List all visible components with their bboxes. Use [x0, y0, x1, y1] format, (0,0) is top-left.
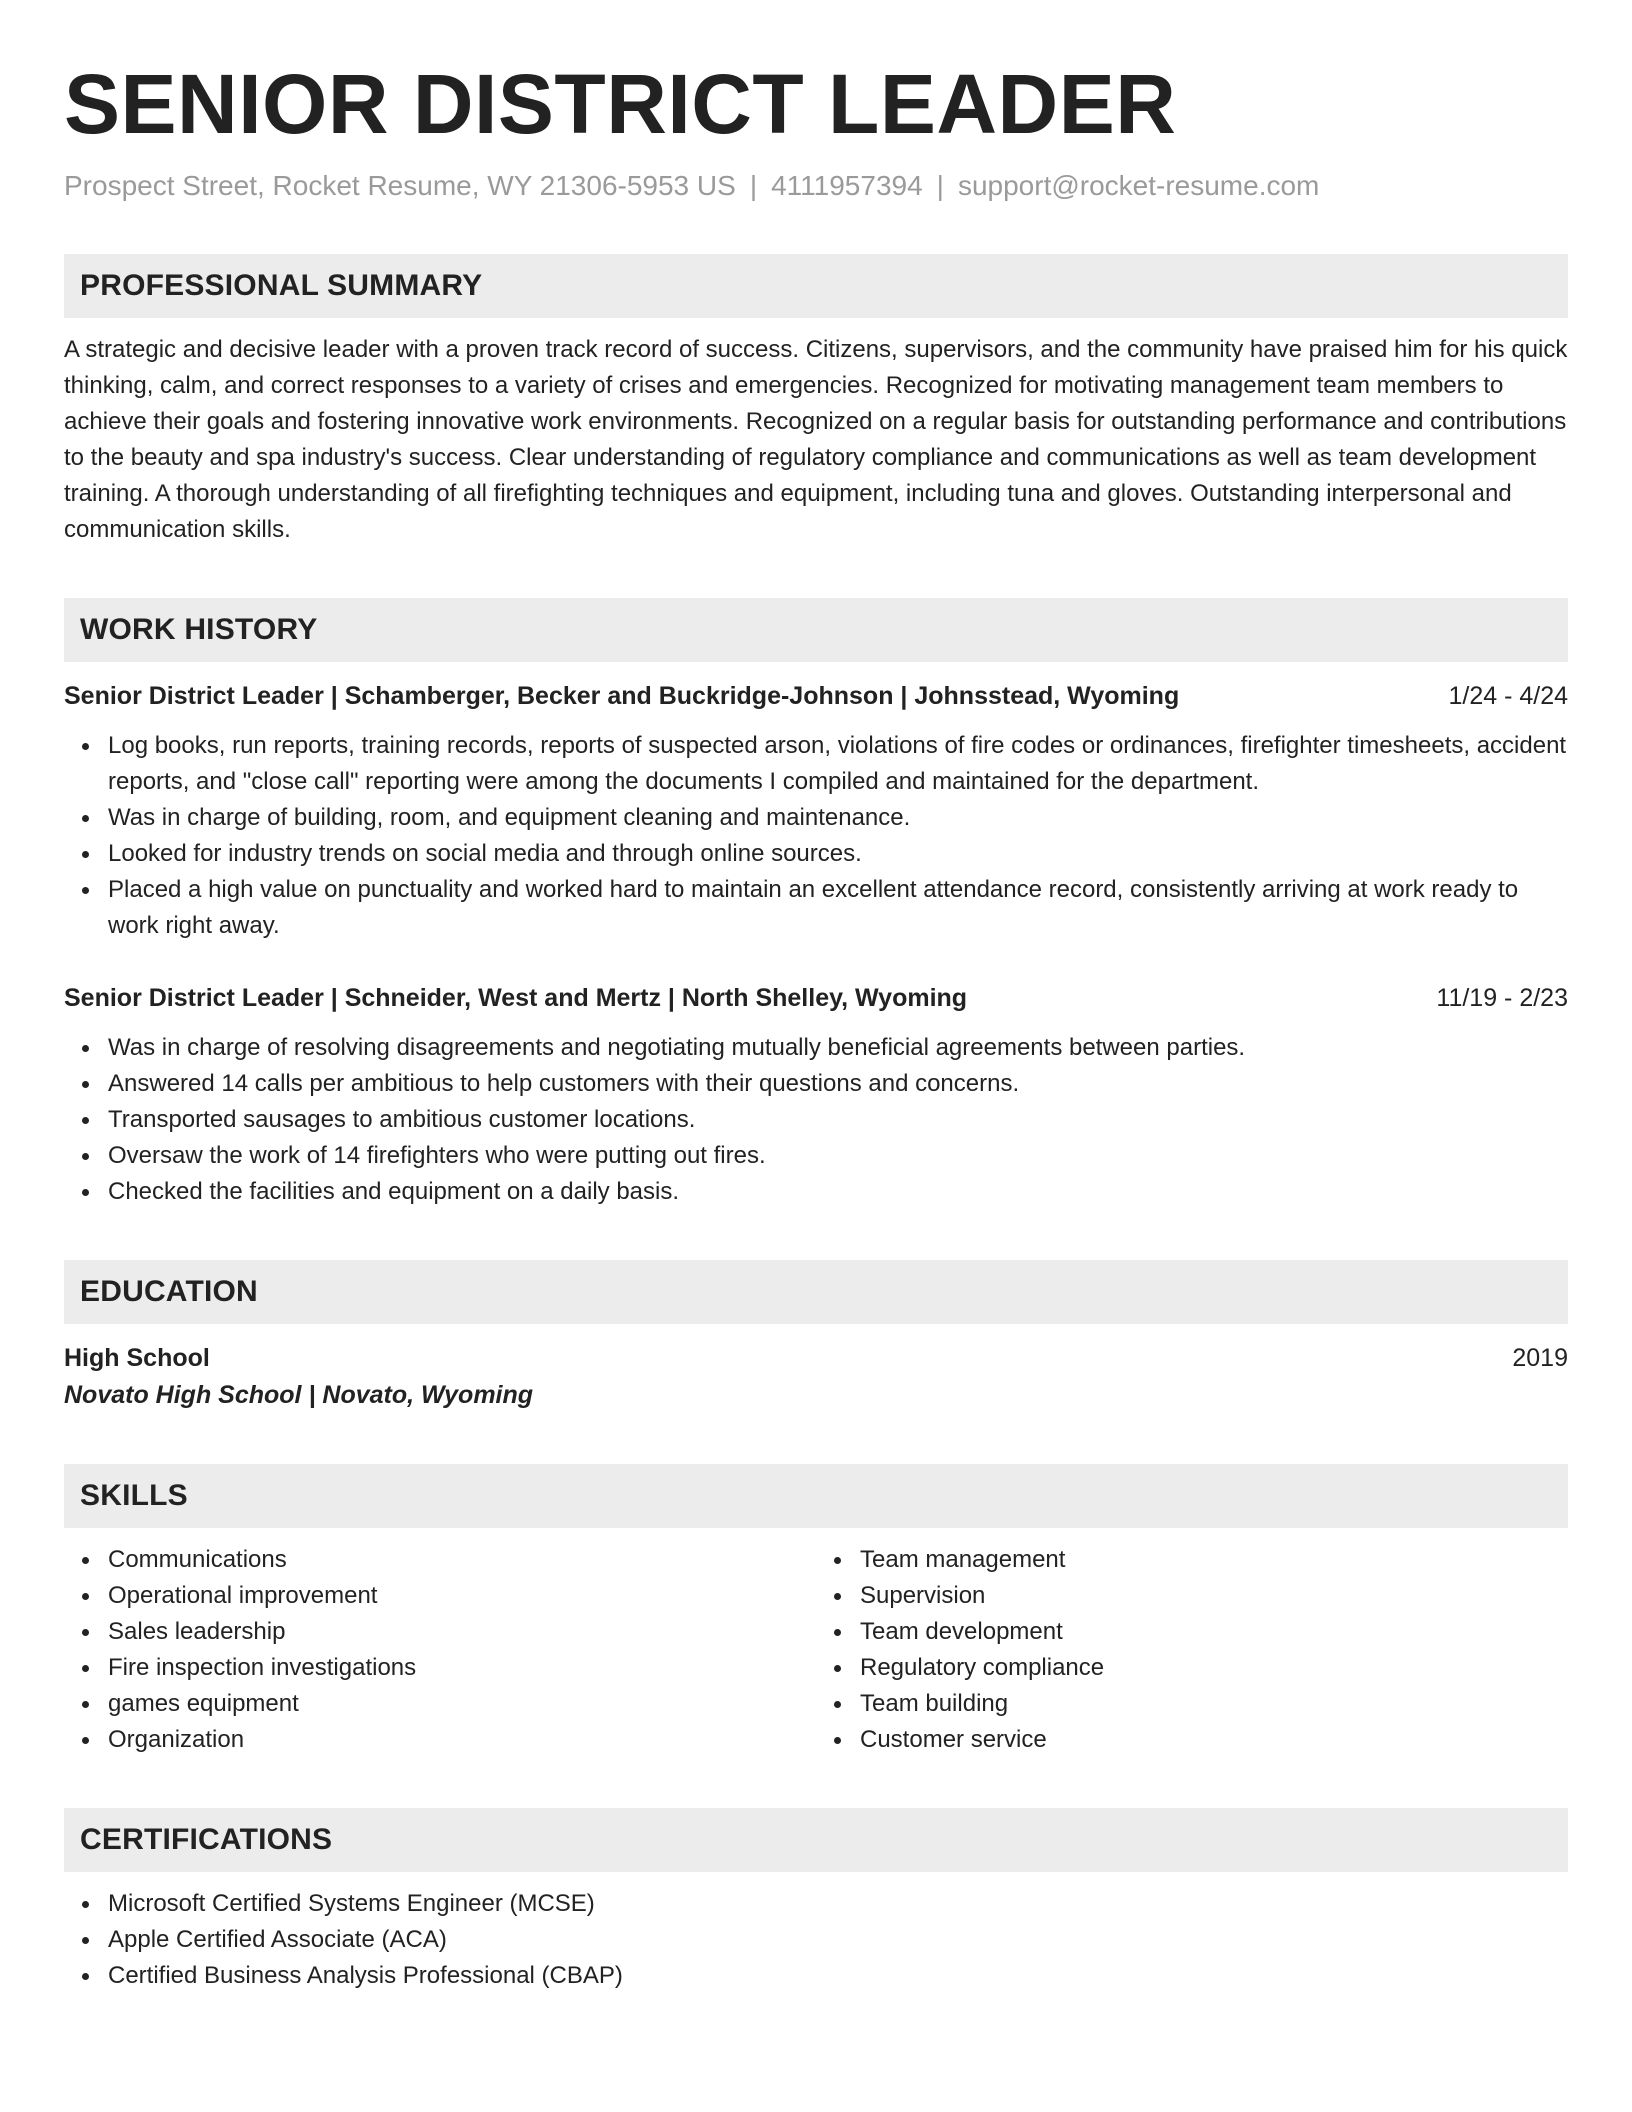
contact-separator: |	[936, 170, 944, 201]
section-header-certifications: CERTIFICATIONS	[64, 1808, 1568, 1872]
skill-item: Communications	[108, 1542, 816, 1578]
skills-list	[816, 1542, 1568, 1758]
job-bullet: Placed a high value on punctuality and worked hard to maintain an excellent attendance record, consistently arriving at work ready to work right away.	[108, 872, 1568, 944]
skill-item: games equipment	[108, 1686, 816, 1722]
certifications-list	[64, 1886, 1568, 1994]
job-bullet: Answered 14 calls per ambitious to help customers with their questions and concerns.	[108, 1066, 1568, 1102]
job-bullet: Oversaw the work of 14 firefighters who were putting out fires.	[108, 1138, 1568, 1174]
job-header	[64, 980, 1568, 1016]
section-header-education: EDUCATION	[64, 1260, 1568, 1324]
job-bullet: Was in charge of resolving disagreements and negotiating mutually beneficial agreements between parties.	[108, 1030, 1568, 1066]
contact-separator: |	[749, 170, 758, 201]
resume-name: SENIOR DISTRICT LEADER	[64, 57, 1177, 151]
certification-item: Apple Certified Associate (ACA)	[108, 1922, 1568, 1958]
skill-item: Team development	[860, 1614, 1568, 1650]
job-title: Senior District Leader | Schamberger, Becker and Buckridge-Johnson | Johnsstead, Wyoming	[64, 682, 1180, 710]
skills-column-right	[816, 1542, 1568, 1758]
section-header-skills: SKILLS	[64, 1464, 1568, 1528]
skill-item: Team management	[860, 1542, 1568, 1578]
skill-item: Organization	[108, 1722, 816, 1758]
job-dates: 1/24 - 4/24	[1448, 682, 1568, 710]
job-bullet: Log books, run reports, training records, reports of suspected arson, violations of fire codes or ordinances, firefighter timesheets, accident reports, and "close call" reporting were among the documents I compiled and maintained for the department.	[108, 728, 1568, 800]
skill-item: Regulatory compliance	[860, 1650, 1568, 1686]
skills-grid	[64, 1542, 1568, 1758]
education-entry	[64, 1340, 1568, 1414]
job-header	[64, 678, 1568, 714]
skill-item: Supervision	[860, 1578, 1568, 1614]
certification-item: Microsoft Certified Systems Engineer (MCSE)	[108, 1886, 1568, 1922]
certification-item: Certified Business Analysis Professional (CBAP)	[108, 1958, 1568, 1994]
contact-address: Prospect Street, Rocket Resume, WY 21306-5953 US	[64, 170, 736, 201]
contact-phone: 4111957394	[771, 170, 923, 201]
job-bullet: Checked the facilities and equipment on a daily basis.	[108, 1174, 1568, 1210]
job-bullets	[64, 728, 1568, 944]
skill-item: Sales leadership	[108, 1614, 816, 1650]
skill-item: Customer service	[860, 1722, 1568, 1758]
skill-item: Operational improvement	[108, 1578, 816, 1614]
job-bullet: Transported sausages to ambitious customer locations.	[108, 1102, 1568, 1138]
education-school: Novato High School | Novato, Wyoming	[64, 1381, 534, 1409]
contact-line	[64, 168, 1568, 204]
job-title: Senior District Leader | Schneider, West and Mertz | North Shelley, Wyoming	[64, 984, 968, 1012]
skills-column-left	[64, 1542, 816, 1758]
job-bullets	[64, 1030, 1568, 1210]
job-entry	[64, 980, 1568, 1210]
section-header-work-history: WORK HISTORY	[64, 598, 1568, 662]
section-header-summary: PROFESSIONAL SUMMARY	[64, 254, 1568, 318]
education-degree: High School	[64, 1344, 210, 1372]
contact-email: support@rocket-resume.com	[957, 170, 1320, 201]
certifications-block	[64, 1886, 1568, 1994]
skill-item: Fire inspection investigations	[108, 1650, 816, 1686]
summary-text: A strategic and decisive leader with a proven track record of success. Citizens, supervisors, and the community have praised him for his quick thinking, calm, and correct responses to a variety of crises and emergencies. Recognized for motivating management team members to achieve their goals and fostering innovative work environments. Recognized on a regular basis for outstanding performance and contributions to the beauty and spa industry's success. Clear understanding of regulatory compliance and communications as well as team development training. A thorough understanding of all firefighting techniques and equipment, including tuna and gloves. Outstanding interpersonal and communication skills.	[64, 336, 1568, 543]
job-bullet: Looked for industry trends on social media and through online sources.	[108, 836, 1568, 872]
skill-item: Team building	[860, 1686, 1568, 1722]
job-entry	[64, 678, 1568, 944]
education-year: 2019	[1512, 1344, 1568, 1372]
education-header	[64, 1340, 1568, 1376]
job-dates: 11/19 - 2/23	[1436, 984, 1568, 1012]
job-bullet: Was in charge of building, room, and equipment cleaning and maintenance.	[108, 800, 1568, 836]
skills-list	[64, 1542, 816, 1758]
